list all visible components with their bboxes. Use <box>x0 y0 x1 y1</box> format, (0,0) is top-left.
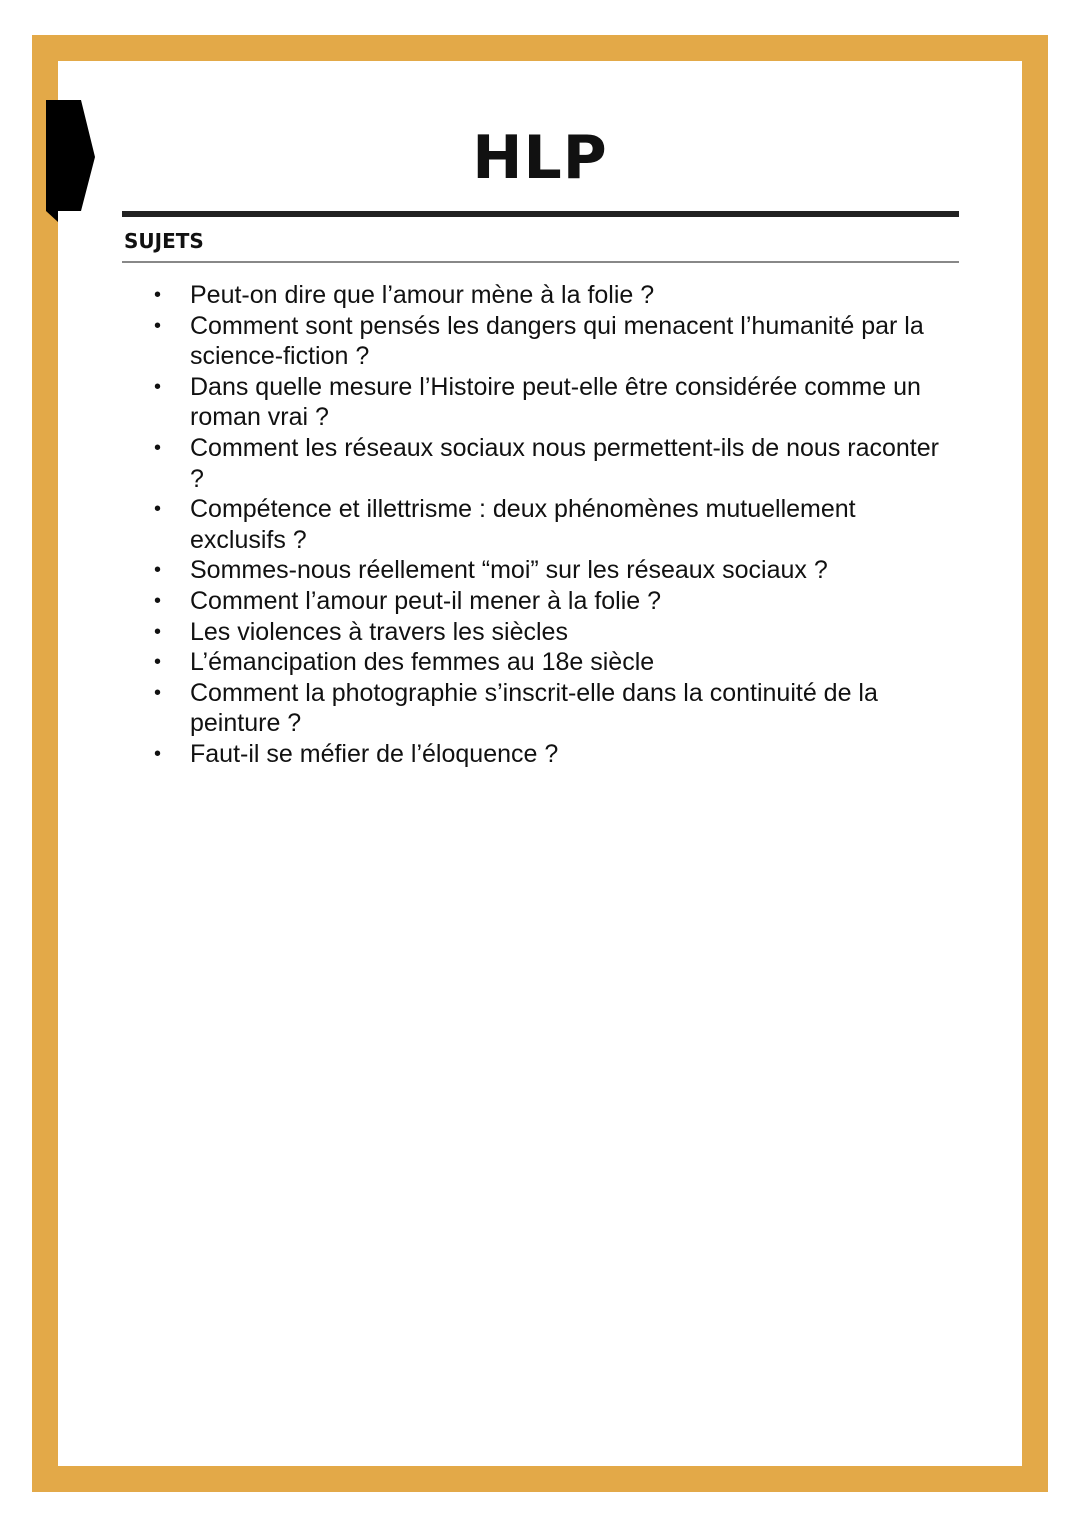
subject-item <box>152 280 942 311</box>
subjects-list <box>152 280 942 770</box>
subject-text: Peut-on dire que l’amour mène à la folie ? <box>190 281 655 309</box>
subject-item <box>152 617 942 648</box>
subject-item <box>152 494 942 555</box>
bullet-icon: • <box>154 498 162 521</box>
subject-text: Comment les réseaux sociaux nous permettent-ils de nous raconter ? <box>190 433 939 493</box>
subject-item <box>152 372 942 433</box>
subject-text: Faut-il se méfier de l’éloquence ? <box>190 739 559 768</box>
subject-item <box>152 311 942 372</box>
bullet-icon: • <box>154 589 162 612</box>
bullet-icon: • <box>154 436 162 459</box>
bullet-icon: • <box>154 651 162 674</box>
subject-text: Comment sont pensés les dangers qui menacent l’humanité par la science-fiction ? <box>190 311 924 371</box>
section-divider <box>122 261 959 263</box>
subject-item <box>152 739 942 770</box>
bullet-icon: • <box>154 620 162 643</box>
subject-text: Comment l’amour peut-il mener à la folie ? <box>190 586 662 615</box>
bullet-icon: • <box>154 375 162 398</box>
subject-text: L’émancipation des femmes au 18e siècle <box>190 648 655 677</box>
bullet-icon: • <box>154 742 162 765</box>
subject-text: Compétence et illettrisme : deux phénomènes mutuellement exclusifs ? <box>190 495 856 554</box>
subject-item <box>152 586 942 617</box>
page-title: HLP <box>472 123 608 193</box>
title-divider <box>122 211 959 217</box>
subject-item <box>152 647 942 678</box>
subject-item <box>152 678 942 739</box>
subject-text: Dans quelle mesure l’Histoire peut-elle être considérée comme un roman vrai ? <box>190 372 921 432</box>
bullet-icon: • <box>154 559 162 582</box>
bullet-icon: • <box>154 284 162 306</box>
subject-item <box>152 555 942 586</box>
subject-item <box>152 433 942 494</box>
subject-text: Les violences à travers les siècles <box>190 617 568 646</box>
subject-text: Sommes-nous réellement “moi” sur les réseaux sociaux ? <box>190 556 828 585</box>
subject-text: Comment la photographie s’inscrit-elle dans la continuité de la peinture ? <box>190 678 878 738</box>
bullet-icon: • <box>154 681 162 704</box>
bookmark-tab-icon <box>46 100 96 222</box>
bullet-icon: • <box>154 314 162 337</box>
section-heading: SUJETS <box>124 229 204 253</box>
